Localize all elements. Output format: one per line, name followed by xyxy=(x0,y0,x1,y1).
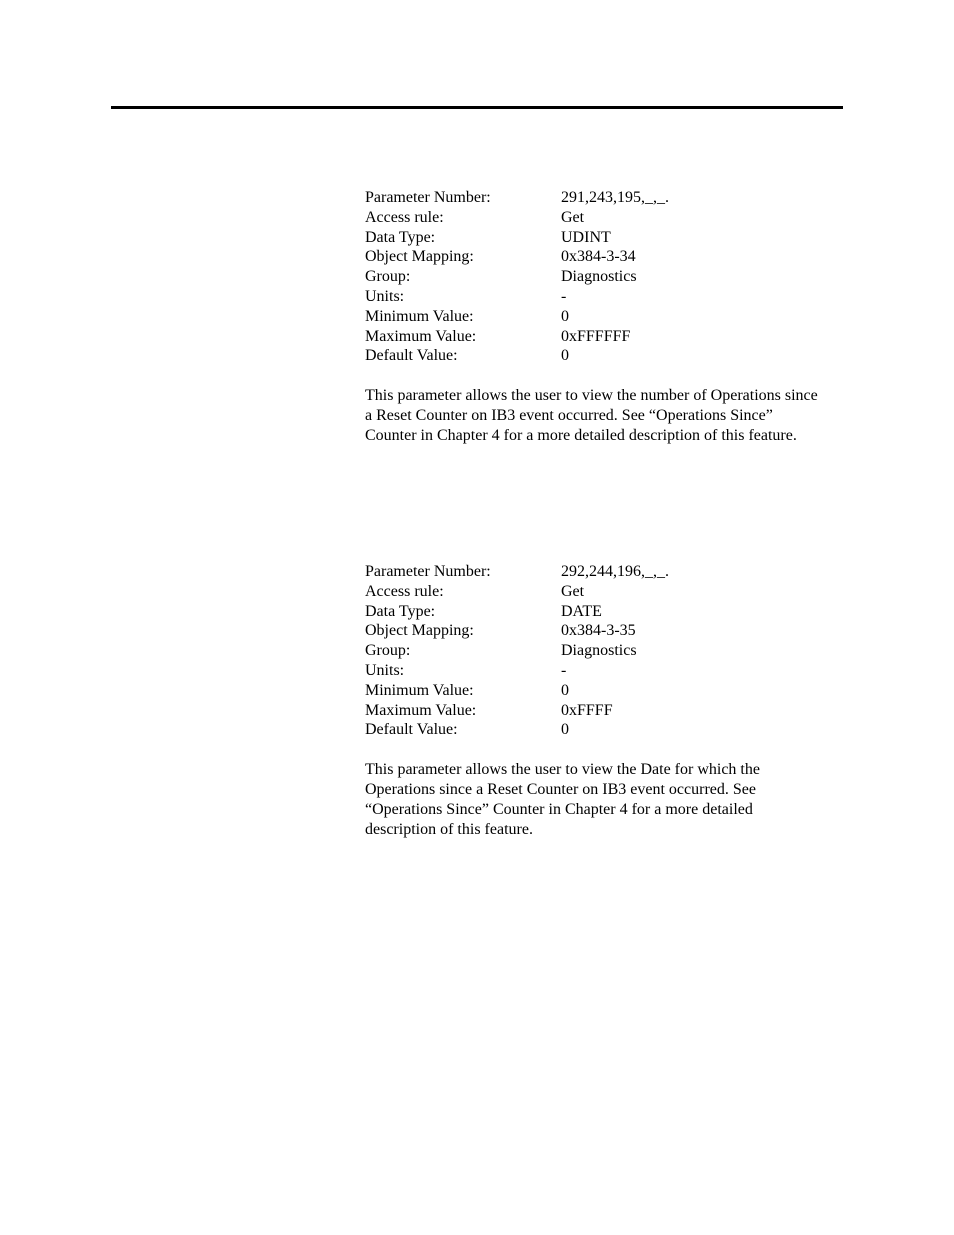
field-group xyxy=(365,641,835,661)
field-label: Units: xyxy=(365,661,405,679)
field-label: Parameter Number: xyxy=(365,189,491,206)
field-value: - xyxy=(561,287,567,305)
field-maximum-value xyxy=(365,327,835,347)
field-value: Diagnostics xyxy=(561,642,637,660)
field-parameter-number xyxy=(365,562,835,582)
parameter-block-operations-since-date xyxy=(365,562,835,855)
field-value: UDINT xyxy=(561,228,611,246)
field-label: Parameter Number: xyxy=(365,563,491,580)
field-minimum-value xyxy=(365,681,835,701)
header-rule xyxy=(111,106,843,109)
field-value: 0xFFFF xyxy=(561,701,613,719)
field-group xyxy=(365,267,835,287)
field-object-mapping xyxy=(365,247,835,267)
field-label: Maximum Value: xyxy=(365,701,477,719)
parameter-description: This parameter allows the user to view the Date for which the Operations since a Reset Counter on IB3 event occurred. See “Operations Since” Counter in Chapter 4 for a more detailed description of this feature. xyxy=(365,761,760,838)
field-access-rule xyxy=(365,208,835,228)
parameter-description: This parameter allows the user to view the number of Operations since a Reset Counter on IB3 event occurred. See “Operations Since” Counter in Chapter 4 for a more detailed description of this feature. xyxy=(365,387,818,444)
field-value: 292,244,196,_,_. xyxy=(561,563,669,580)
field-value: 0x384-3-34 xyxy=(561,248,636,266)
field-value: 291,243,195,_,_. xyxy=(561,189,669,206)
field-label: Minimum Value: xyxy=(365,307,474,325)
field-default-value xyxy=(365,720,835,740)
field-value: - xyxy=(561,661,567,679)
field-value: 0 xyxy=(561,307,569,325)
field-label: Group: xyxy=(365,642,411,660)
field-default-value xyxy=(365,346,835,366)
field-data-type xyxy=(365,228,835,248)
field-label: Data Type: xyxy=(365,602,436,620)
field-label: Access rule: xyxy=(365,208,444,226)
field-label: Default Value: xyxy=(365,721,458,739)
field-data-type xyxy=(365,602,835,622)
field-label: Minimum Value: xyxy=(365,681,474,699)
field-object-mapping xyxy=(365,621,835,641)
field-value: Diagnostics xyxy=(561,268,637,286)
field-value: 0x384-3-35 xyxy=(561,622,636,640)
field-value: Get xyxy=(561,208,585,226)
field-units xyxy=(365,661,835,681)
field-value: 0xFFFFFF xyxy=(561,327,631,345)
parameter-block-operations-since xyxy=(365,188,835,462)
field-label: Group: xyxy=(365,268,411,286)
field-value: Get xyxy=(561,582,585,600)
field-value: 0 xyxy=(561,681,569,699)
field-label: Access rule: xyxy=(365,582,444,600)
field-label: Object Mapping: xyxy=(365,622,474,640)
field-value: DATE xyxy=(561,602,602,620)
field-parameter-number xyxy=(365,188,835,208)
field-access-rule xyxy=(365,582,835,602)
field-label: Units: xyxy=(365,287,405,305)
field-minimum-value xyxy=(365,307,835,327)
field-label: Default Value: xyxy=(365,347,458,365)
field-value: 0 xyxy=(561,347,569,365)
field-maximum-value xyxy=(365,701,835,721)
field-units xyxy=(365,287,835,307)
field-label: Data Type: xyxy=(365,228,436,246)
field-value: 0 xyxy=(561,721,569,739)
field-label: Object Mapping: xyxy=(365,248,474,266)
field-label: Maximum Value: xyxy=(365,327,477,345)
